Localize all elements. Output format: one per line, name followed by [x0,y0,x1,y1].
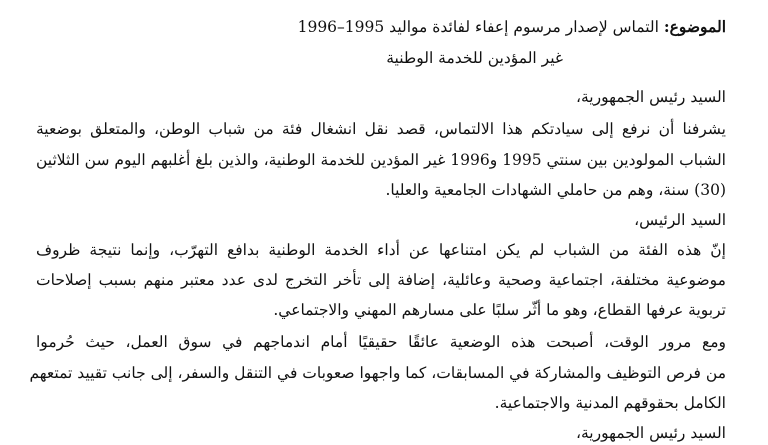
subject-continuation: غير المؤدين للخدمة الوطنية [386,49,563,67]
paragraph-2-line-2: موضوعية مختلفة، اجتماعية وصحية وعائلية، إضافة إلى تأخر التخرج لدى عدد معتبر منهم بسبب إصلاحات [36,271,726,289]
salutation-president: السيد رئيس الجمهورية، [575,88,726,106]
paragraph-1-line-2: الشباب المولودين بين سنتي 1995 و1996 غير المؤدين للخدمة الوطنية، والذين بلغ أغلبهم اليوم سن الثلاثين [36,151,726,169]
paragraph-1-line-1: يشرفنا أن نرفع إلى سيادتكم هذا الالتماس، قصد نقل انشغال فئة من شباب الوطن، والمتعلق بوضعية [36,120,726,138]
paragraph-2-line-3: تربوية عرفها القطاع، وهو ما أثّر سلبًا على مسارهم المهني والاجتماعي. [273,301,726,319]
paragraph-3-line-2: من فرص التوظيف والمشاركة في المسابقات، كما واجهوا صعوبات في التنقل والسفر، إلى جانب تقييد تمتعهم [29,364,726,382]
subject-text: التماس لإصدار مرسوم إعفاء لفائدة مواليد 1995–1996 [297,18,659,36]
salutation-president-closing: السيد رئيس الجمهورية، [575,424,726,442]
paragraph-3-line-3: الكامل بحقوقهم المدنية والاجتماعية. [494,394,726,412]
paragraph-3-line-1: ومع مرور الوقت، أصبحت هذه الوضعية عائقًا حقيقيًا أمام اندماجهم في سوق العمل، حيث حُرموا [36,333,726,351]
subject-label: الموضوع: [663,17,726,36]
salutation-mr-president: السيد الرئيس، [634,211,726,229]
subject-line [298,16,726,38]
paragraph-2-line-1: إنّ هذه الفئة من الشباب لم يكن امتناعها عن أداء الخدمة الوطنية بدافع التهرّب، وإنما نتيجة ظروف [36,241,726,259]
paragraph-1-line-3: (30) سنة، وهم من حاملي الشهادات الجامعية والعليا. [385,181,726,199]
